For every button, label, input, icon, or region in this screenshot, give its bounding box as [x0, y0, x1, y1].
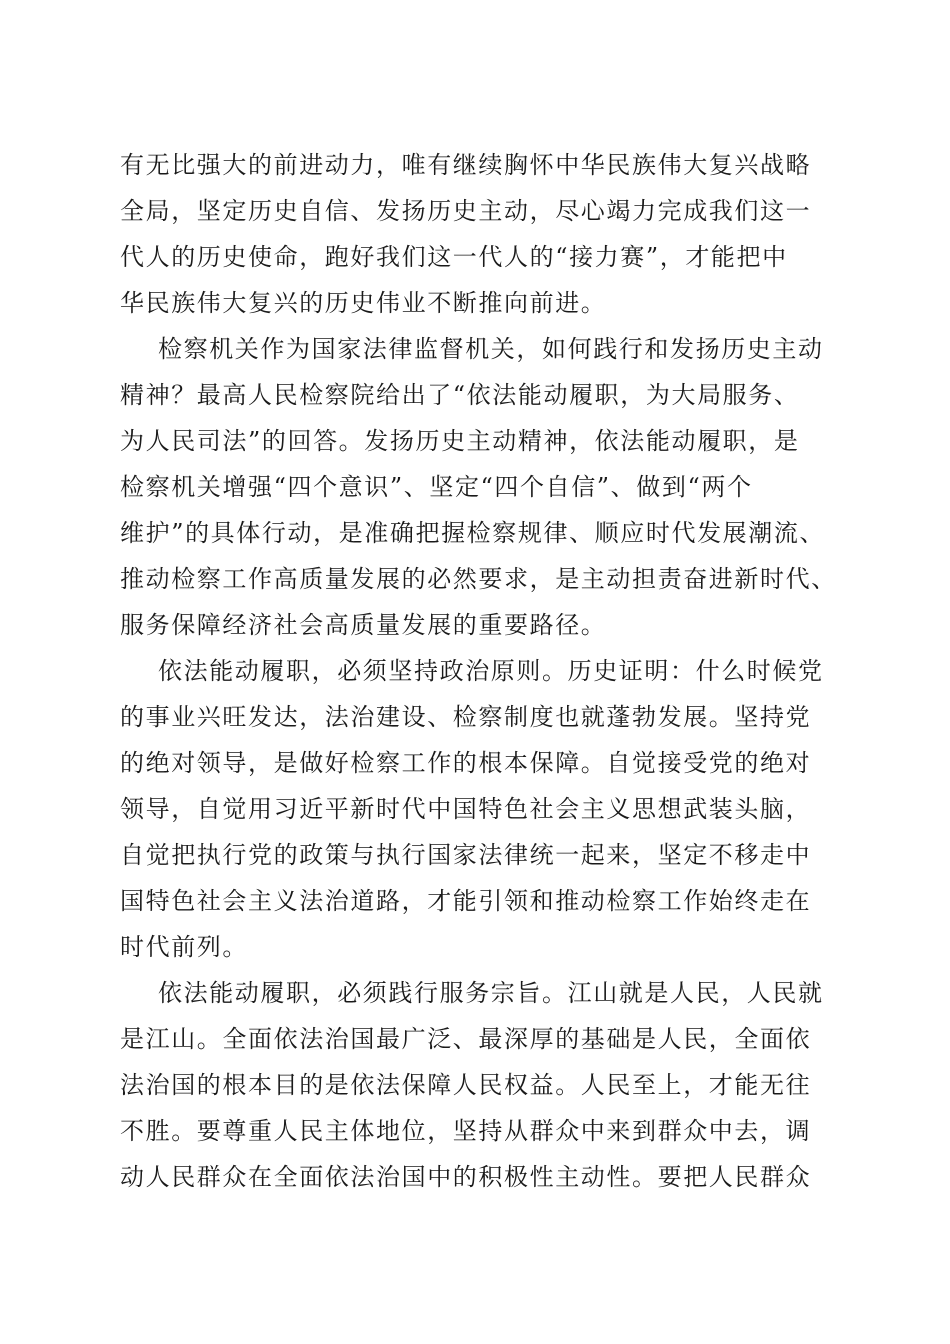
paragraph	[120, 142, 840, 326]
text-line: 不胜。要尊重人民主体地位，坚持从群众中来到群众中去，调	[120, 1117, 812, 1145]
document-body	[120, 142, 840, 1200]
text-line: 时代前列。	[120, 933, 248, 961]
text-line: 推动检察工作高质量发展的必然要求，是主动担责奋进新时代、	[120, 565, 837, 593]
text-line: 国特色社会主义法治道路，才能引领和推动检察工作始终走在	[120, 887, 812, 915]
text-line: 为人民司法”的回答。发扬历史主动精神，依法能动履职，是	[120, 427, 800, 455]
text-line: 全局，坚定历史自信、发扬历史主动，尽心竭力完成我们这一	[120, 197, 812, 225]
text-line: 精神？最高人民检察院给出了“依法能动履职，为大局服务、	[120, 381, 800, 409]
paragraph	[120, 326, 840, 648]
text-line: 是江山。全面依法治国最广泛、最深厚的基础是人民，全面依	[120, 1025, 812, 1053]
text-line: 检察机关增强“四个意识”、坚定“四个自信”、做到“两个	[120, 473, 753, 501]
text-line: 检察机关作为国家法律监督机关，如何践行和发扬历史主动	[158, 335, 824, 363]
text-line: 代人的历史使命，跑好我们这一代人的“接力赛”，才能把中	[120, 243, 788, 271]
paragraph	[120, 648, 840, 970]
text-line: 依法能动履职，必须坚持政治原则。历史证明：什么时候党	[158, 657, 824, 685]
text-line: 法治国的根本目的是依法保障人民权益。人民至上，才能无往	[120, 1071, 812, 1099]
text-line: 华民族伟大复兴的历史伟业不断推向前进。	[120, 289, 607, 317]
text-line: 有无比强大的前进动力，唯有继续胸怀中华民族伟大复兴战略	[120, 151, 812, 179]
text-line: 依法能动履职，必须践行服务宗旨。江山就是人民，人民就	[158, 979, 824, 1007]
text-line: 的绝对领导，是做好检察工作的根本保障。自觉接受党的绝对	[120, 749, 812, 777]
text-line: 服务保障经济社会高质量发展的重要路径。	[120, 611, 607, 639]
text-line: 自觉把执行党的政策与执行国家法律统一起来，坚定不移走中	[120, 841, 812, 869]
text-line: 的事业兴旺发达，法治建设、检察制度也就蓬勃发展。坚持党	[120, 703, 812, 731]
text-line: 动人民群众在全面依法治国中的积极性主动性。要把人民群众	[120, 1163, 812, 1191]
text-line: 维护”的具体行动，是准确把握检察规律、顺应时代发展潮流、	[120, 519, 826, 547]
paragraph	[120, 970, 840, 1200]
text-line: 领导，自觉用习近平新时代中国特色社会主义思想武装头脑，	[120, 795, 812, 823]
